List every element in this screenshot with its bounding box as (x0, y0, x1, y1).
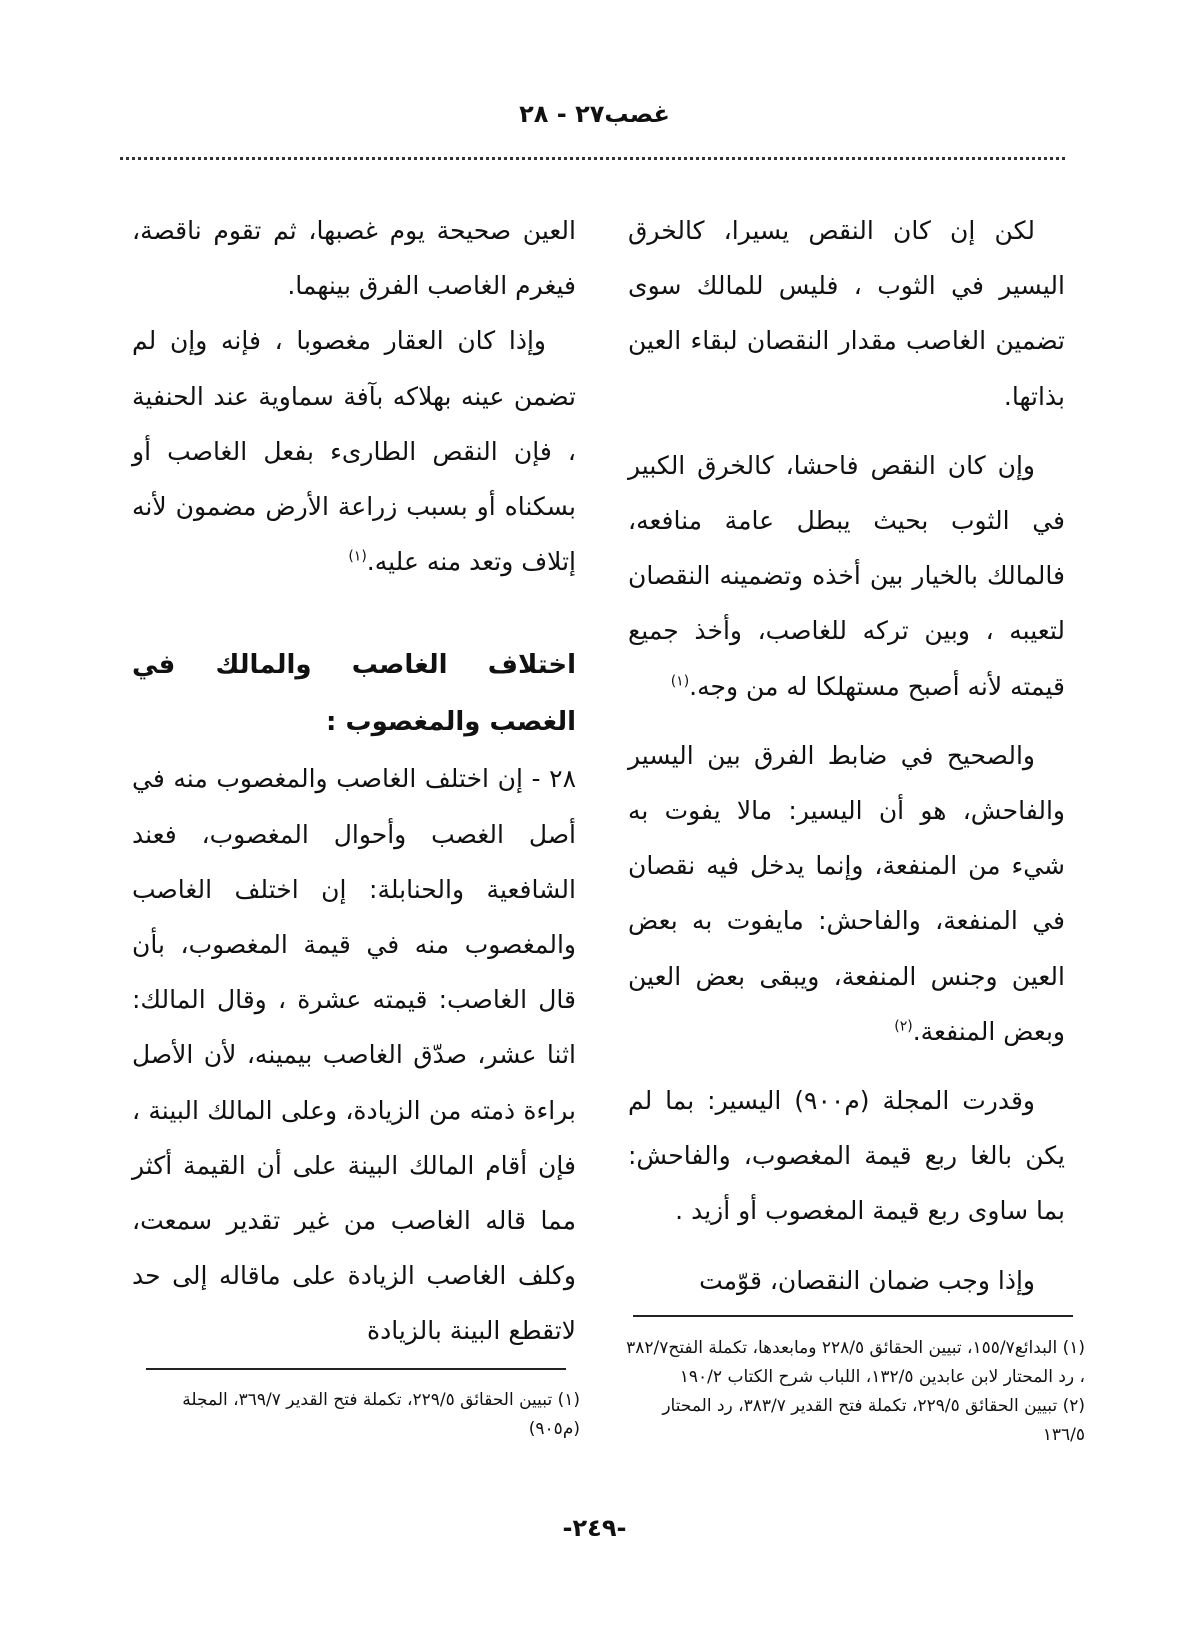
paragraph-minor-defect (628, 203, 1065, 424)
page-header: غصب٢٧ - ٢٨ (519, 100, 670, 128)
paragraph-dispute (132, 751, 576, 1358)
header-divider (120, 157, 1065, 160)
footnote-divider-left (146, 1368, 566, 1370)
paragraph-text: وإذا كان العقار مغصوبا ، فإنه وإن لم تضمن عينه بهلاكه بآفة سماوية عند الحنفية ، فإن النقص الطارىء بفعل الغاصب أو بسكناه أو بسبب زراعة الأرض مضمون لأنه إتلاف وتعد منه عليه. (132, 326, 576, 577)
footnotes-left (140, 1386, 580, 1444)
paragraph-text: لكن إن كان النقص يسيرا، كالخرق اليسير في الثوب ، فليس للمالك سوى تضمين الغاصب مقدار النقصان لبقاء العين بذاتها. (628, 216, 1065, 411)
paragraph-text: وإذا وجب ضمان النقصان، قوّمت (699, 1265, 1035, 1295)
paragraph-gross-defect (628, 438, 1065, 714)
footnote-divider-right (633, 1315, 1073, 1317)
paragraph-distinction (628, 728, 1065, 1059)
footnotes-right (625, 1334, 1085, 1450)
paragraph-text: ٢٨ - إن اختلف الغاصب والمغصوب منه في أصل الغصب وأحوال المغصوب، فعند الشافعية والحنابلة: إن اختلف الغاصب والمغصوب منه في قيمة المغصوب، بأن قال الغاصب: قيمته عشرة ، وقال المالك: اثنا عشر، صدّق الغاصب بيمينه، لأن الأصل براءة ذمته من الزيادة، وعلى المالك البينة ، فإن أقام المالك البينة على أن القيمة أكثر مما قاله الغاصب من غير تقدير سمعت، وكلف الغاصب الزيادة على ماقاله إلى حد لاتقطع البينة بالزيادة (132, 764, 576, 1346)
footnote-1: (١) البدائع١٥٥/٧، تبيين الحقائق ٢٢٨/٥ ومابعدها، تكملة الفتح٣٨٢/٧ ، رد المحتار لابن عابدين ١٣٢/٥، اللباب شرح الكتاب ١٩٠/٢ (626, 1338, 1085, 1387)
right-column (628, 203, 1065, 1308)
footnote-1: (١) تبيين الحقائق ٢٢٩/٥، تكملة فتح القدير ٣٦٩/٧، المجلة (م٩٠٥) (182, 1390, 580, 1439)
paragraph-continuation (132, 203, 576, 313)
footnote-mark: (١) (670, 673, 690, 690)
paragraph-text: وإن كان النقص فاحشا، كالخرق الكبير في الثوب بحيث يبطل عامة منافعه، فالمالك بالخيار بين أخذه وتضمينه النقصان لتعيبه ، وبين تركه للغاصب، وأخذ جميع قيمته لأنه أصبح مستهلكا له من وجه. (628, 450, 1065, 701)
left-column (132, 203, 576, 1359)
paragraph-text: العين صحيحة يوم غصبها، ثم تقوم ناقصة، فيغرم الغاصب الفرق بينهما. (132, 216, 576, 301)
paragraph-real-estate (132, 313, 576, 589)
paragraph-majalla (628, 1073, 1065, 1239)
footnote-mark: (٢) (894, 1018, 913, 1035)
page-number: -٢٤٩- (562, 1514, 627, 1542)
footnote-2: (٢) تبيين الحقائق ٢٢٩/٥، تكملة فتح القدير ٣٨٣/٧، رد المحتار ١٣٦/٥ (662, 1396, 1085, 1445)
section-heading: اختلاف الغاصب والمالك في الغصب والمغصوب : (132, 650, 576, 738)
paragraph-compensation (628, 1253, 1065, 1308)
footnote-mark: (١) (348, 548, 367, 565)
paragraph-text: والصحيح في ضابط الفرق بين اليسير والفاحش، هو أن اليسير: مالا يفوت به شيء من المنفعة، وإنما يدخل فيه نقصان في المنفعة، والفاحش: مايفوت به بعض العين وجنس المنفعة، ويبقى بعض العين وبعض المنفعة. (628, 740, 1065, 1046)
paragraph-text: وقدرت المجلة (م٩٠٠) اليسير: بما لم يكن بالغا ربع قيمة المغصوب، والفاحش: بما ساوى ربع قيمة المغصوب أو أزيد . (628, 1086, 1065, 1226)
